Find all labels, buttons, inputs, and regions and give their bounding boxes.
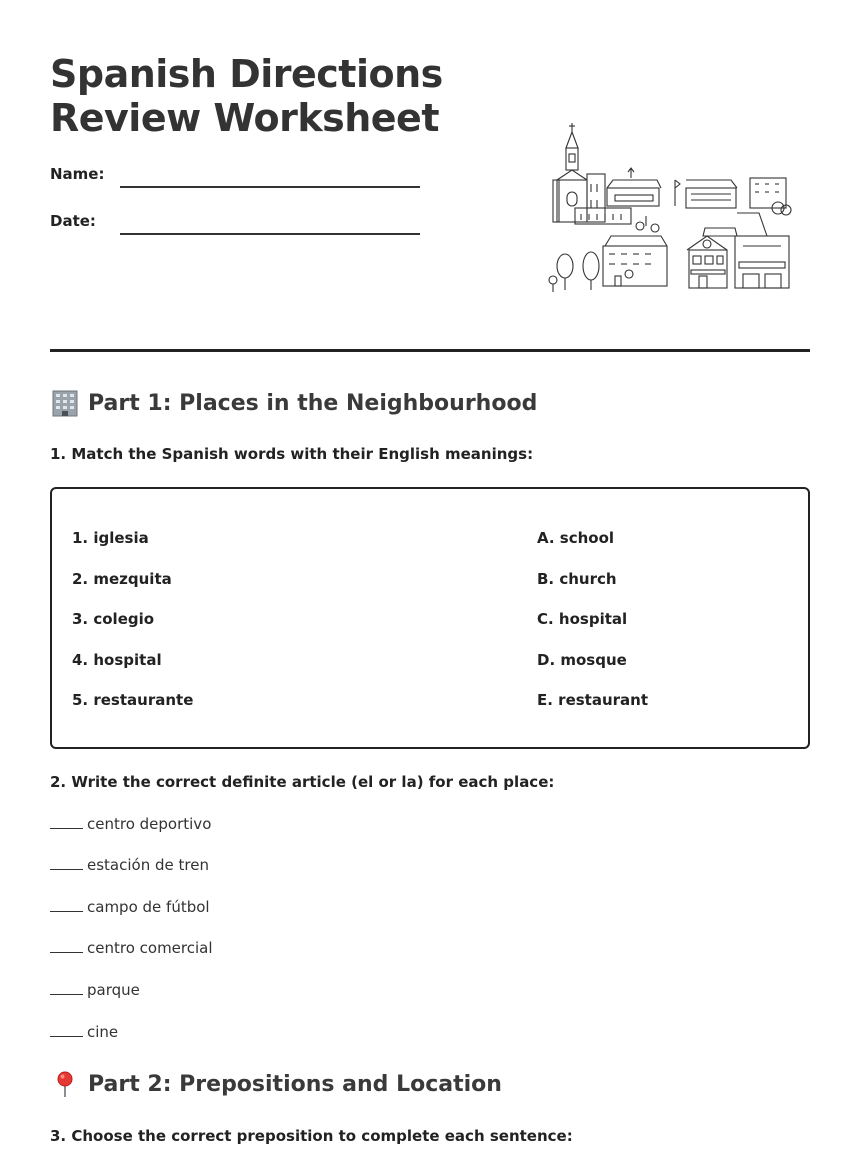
english-word-c: C. hospital — [537, 610, 628, 628]
article-blank-3[interactable] — [50, 899, 83, 912]
place-5: parque — [87, 981, 140, 999]
church-building — [553, 123, 605, 222]
article-blank-1[interactable] — [50, 816, 83, 829]
part-1-heading — [50, 388, 537, 418]
article-item-2 — [50, 856, 209, 874]
part-2-heading — [50, 1069, 502, 1099]
article-item-4 — [50, 939, 213, 957]
name-field[interactable] — [50, 165, 420, 195]
town-hall — [603, 216, 667, 286]
part-1-title: Part 1: Places in the Neighbourhood — [88, 390, 538, 416]
name-line[interactable] — [120, 186, 420, 188]
spanish-word-1: 1. iglesia — [72, 529, 149, 547]
office-building-icon — [50, 388, 80, 418]
english-word-a: A. school — [537, 529, 615, 547]
flagpole — [675, 180, 680, 206]
place-4: centro comercial — [87, 939, 213, 957]
question-2: 2. Write the correct definite article (el or la) for each place: — [50, 773, 555, 791]
worksheet-title — [50, 52, 443, 140]
low-building — [575, 168, 661, 224]
question-3: 3. Choose the correct preposition to complete each sentence: — [50, 1127, 573, 1145]
article-blank-6[interactable] — [50, 1024, 83, 1037]
article-blank-5[interactable] — [50, 982, 83, 995]
matching-box — [50, 487, 810, 749]
trees — [549, 222, 659, 292]
article-item-1 — [50, 815, 211, 833]
store-building — [686, 180, 737, 208]
round-pushpin-icon — [50, 1069, 80, 1099]
date-label: Date: — [50, 212, 96, 230]
date-line[interactable] — [120, 233, 420, 235]
english-word-d: D. mosque — [537, 651, 627, 669]
article-blank-4[interactable] — [50, 940, 83, 953]
spanish-word-4: 4. hospital — [72, 651, 162, 669]
part-2-title: Part 2: Prepositions and Location — [88, 1071, 502, 1097]
header-divider — [50, 349, 810, 352]
article-item-6 — [50, 1023, 118, 1041]
place-6: cine — [87, 1023, 119, 1041]
town-illustration — [545, 118, 800, 298]
english-word-b: B. church — [537, 570, 617, 588]
article-item-3 — [50, 898, 210, 916]
question-1: 1. Match the Spanish words with their English meanings: — [50, 445, 534, 463]
article-item-5 — [50, 981, 140, 999]
spanish-word-2: 2. mezquita — [72, 570, 172, 588]
article-blank-2[interactable] — [50, 857, 83, 870]
place-1: centro deportivo — [87, 815, 212, 833]
spanish-word-3: 3. colegio — [72, 610, 155, 628]
english-word-e: E. restaurant — [537, 691, 649, 709]
place-3: campo de fútbol — [87, 898, 210, 916]
apartment-block — [750, 178, 791, 215]
title-line-1: Spanish Directions — [50, 52, 443, 96]
date-field[interactable] — [50, 212, 420, 242]
place-2: estación de tren — [87, 856, 209, 874]
spanish-word-5: 5. restaurante — [72, 691, 194, 709]
title-line-2: Review Worksheet — [50, 96, 439, 140]
name-label: Name: — [50, 165, 105, 183]
cafe-building — [687, 236, 727, 288]
